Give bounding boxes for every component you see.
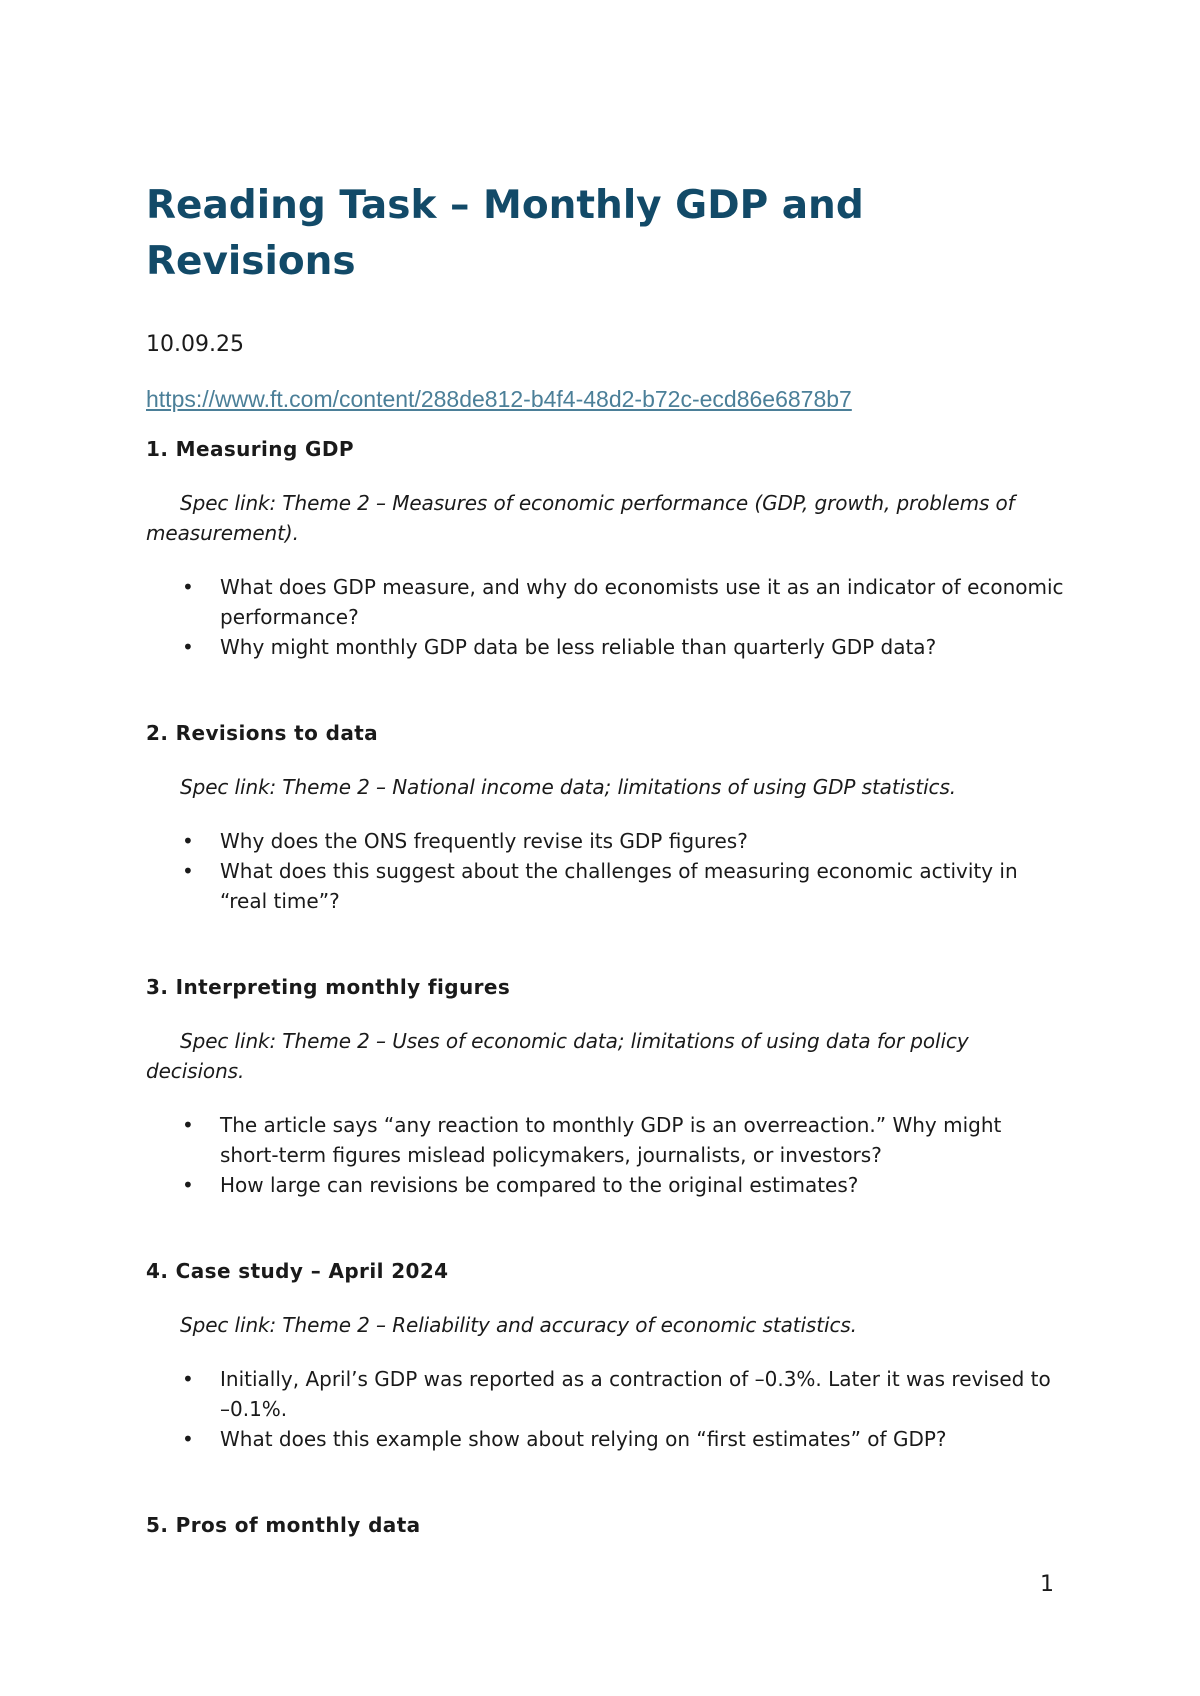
spec-link: Spec link: Theme 2 – Measures of economic performance (GDP, growth, problems of measurement).	[146, 491, 1015, 545]
question-text: What does this suggest about the challenges of measuring economic activity in “real time”?	[220, 859, 1018, 913]
list-item	[146, 1364, 1066, 1424]
list-item	[146, 1424, 1066, 1454]
section-heading: 5. Pros of monthly data	[146, 1513, 421, 1537]
spec-link: Spec link: Theme 2 – National income data; limitations of using GDP statistics.	[180, 775, 957, 799]
article-link[interactable]: https://www.ft.com/content/288de812-b4f4-48d2-b72c-ecd86e6878b7	[146, 386, 852, 412]
list-item	[146, 572, 1066, 632]
question-text: What does this example show about relying on “first estimates” of GDP?	[220, 1427, 947, 1451]
section-measuring-gdp	[146, 434, 1066, 662]
document-date: 10.09.25	[146, 332, 244, 357]
question-text: Initially, April’s GDP was reported as a contraction of –0.3%. Later it was revised to –0.1%.	[220, 1367, 1051, 1421]
question-text: What does GDP measure, and why do economists use it as an indicator of economic performance?	[220, 575, 1064, 629]
section-heading: 1. Measuring GDP	[146, 437, 354, 461]
section-pros	[146, 1510, 1066, 1540]
section-heading: 3. Interpreting monthly figures	[146, 975, 511, 999]
question-text: Why does the ONS frequently revise its GDP figures?	[220, 829, 748, 853]
section-heading: 4. Case study – April 2024	[146, 1259, 449, 1283]
question-list	[146, 1364, 1066, 1454]
question-text: Why might monthly GDP data be less reliable than quarterly GDP data?	[220, 635, 937, 659]
bullet-icon: •	[182, 635, 194, 659]
question-list	[146, 572, 1066, 662]
spec-link: Spec link: Theme 2 – Reliability and accuracy of economic statistics.	[180, 1313, 857, 1337]
bullet-icon: •	[182, 829, 194, 853]
list-item	[146, 826, 1066, 856]
list-item	[146, 1110, 1066, 1170]
question-text: The article says “any reaction to monthly GDP is an overreaction.” Why might short-term figures mislead policymakers, journalists, or investors?	[220, 1113, 1002, 1167]
page-number: 1	[1040, 1572, 1054, 1597]
section-case-study	[146, 1256, 1066, 1454]
list-item	[146, 1170, 1066, 1200]
bullet-icon: •	[182, 1427, 194, 1451]
bullet-icon: •	[182, 859, 194, 883]
bullet-icon: •	[182, 1173, 194, 1197]
document-body	[146, 178, 1066, 1540]
list-item	[146, 632, 1066, 662]
question-list	[146, 1110, 1066, 1200]
spec-link: Spec link: Theme 2 – Uses of economic data; limitations of using data for policy decisions.	[146, 1029, 969, 1083]
question-text: How large can revisions be compared to the original estimates?	[220, 1173, 859, 1197]
bullet-icon: •	[182, 1113, 194, 1137]
bullet-icon: •	[182, 1367, 194, 1391]
bullet-icon: •	[182, 575, 194, 599]
section-interpreting	[146, 972, 1066, 1200]
question-list	[146, 826, 1066, 916]
section-revisions	[146, 718, 1066, 916]
page-title: Reading Task – Monthly GDP and Revisions	[146, 183, 864, 284]
list-item	[146, 856, 1066, 916]
section-heading: 2. Revisions to data	[146, 721, 379, 745]
